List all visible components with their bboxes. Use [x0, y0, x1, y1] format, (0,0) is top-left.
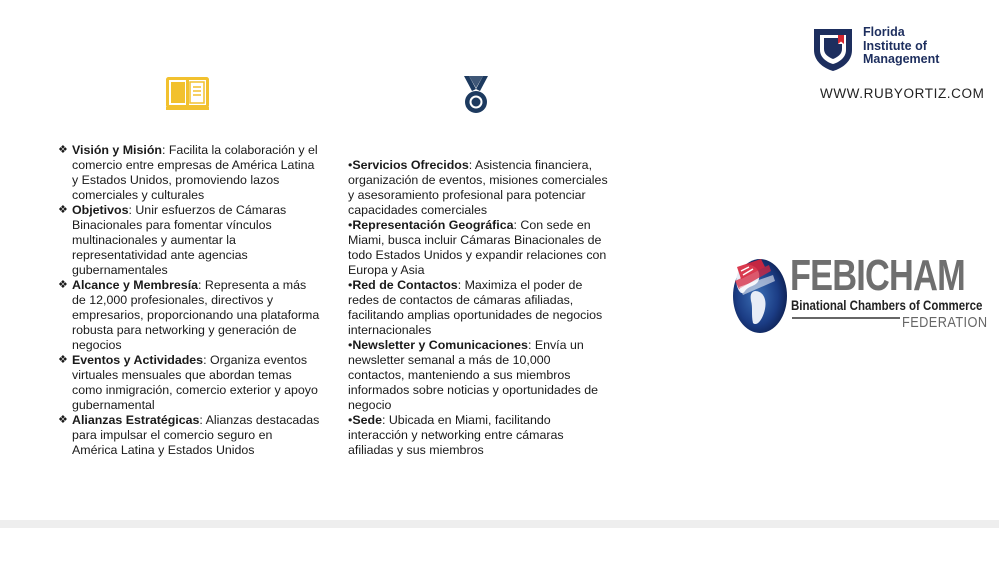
mid-list-item	[348, 158, 610, 218]
mid-list-term: Newsletter y Comunicaciones	[352, 338, 528, 352]
febicham-title: FEBICHAM	[790, 251, 965, 300]
fim-shield-logo	[812, 26, 854, 72]
left-list-bullet: ❖	[58, 204, 68, 216]
mid-list-term: Sede	[352, 413, 382, 427]
fim-line1: Florida	[863, 25, 905, 39]
febicham-logo	[731, 251, 988, 335]
fim-logo	[812, 26, 972, 74]
mid-list-term: Servicios Ofrecidos	[352, 158, 469, 172]
left-list-description: : Unir esfuerzos de Cámaras Binacionales para fomentar vínculos multinacionales y aumentar la representatividad ante agencias gubernamentales	[72, 203, 287, 277]
left-list-term: Alcance y Membresía	[72, 278, 199, 292]
fim-line2: Institute of	[863, 38, 927, 53]
mid-list-item	[348, 278, 610, 338]
mid-list-description: : Envía un newsletter semanal a más de 10,000 contactos, manteniendo a sus miembros informados sobre noticias y oportunidades de negocio	[348, 338, 599, 412]
mid-list-item	[348, 413, 610, 458]
left-list-term: Alianzas Estratégicas	[72, 413, 200, 427]
left-list-description: : Facilita la colaboración y el comercio entre empresas de América Latina y Estados Unidos, promoviendo lazos comerciales y culturales	[72, 143, 318, 202]
website-url: WWW.RUBYORTIZ.COM	[820, 86, 985, 101]
febicham-divider	[792, 317, 900, 319]
mid-list-description: : Asistencia financiera, organización de eventos, misiones comerciales y asesoramiento profesional para potenciar capacidades comerciales	[348, 158, 608, 217]
mid-list-bullet: •	[348, 413, 353, 427]
globe-logo	[731, 257, 789, 335]
left-list-item	[58, 353, 320, 413]
left-list-term: Objetivos	[72, 203, 129, 217]
left-list-item	[58, 278, 320, 353]
left-list-bullet: ❖	[58, 414, 68, 426]
left-list-term: Eventos y Actividades	[72, 353, 204, 367]
mid-list-bullet: •	[348, 218, 353, 232]
left-list-item	[58, 203, 320, 278]
book-icon	[166, 77, 209, 110]
left-list-item	[58, 143, 320, 203]
mid-list-description: : Con sede en Miami, busca incluir Cámaras Binacionales de todo Estados Unidos y expandir relaciones con Europa y Asia	[348, 218, 607, 277]
left-list-description: : Representa a más de 12,000 profesionales, directivos y empresarios, proporcionando una plataforma robusta para networking y generación de negocios	[72, 278, 320, 352]
left-list-description: : Organiza eventos virtuales mensuales que abordan temas como inmigración, comercio exterior y apoyo gubernamental	[72, 353, 318, 412]
page-bottom-area	[0, 528, 999, 561]
mid-list-description: : Maximiza el poder de redes de contactos de cámaras afiliadas, facilitando amplias oportunidades de negocios internacionales	[348, 278, 603, 337]
mid-list-description: : Ubicada en Miami, facilitando interacción y networking entre cámaras afiliadas y sus miembros	[348, 413, 564, 457]
left-list-bullet: ❖	[58, 144, 68, 156]
medal-icon	[461, 76, 491, 114]
mid-list-bullet: •	[348, 158, 353, 172]
middle-column	[348, 158, 610, 458]
febicham-federation: FEDERATION	[902, 314, 988, 331]
mid-list-bullet: •	[348, 278, 353, 292]
fim-line3: Management	[863, 52, 940, 66]
mid-list-bullet: •	[348, 338, 353, 352]
left-list-description: : Alianzas destacadas para impulsar el comercio seguro en América Latina y Estados Unidos	[72, 413, 320, 457]
mid-list-item	[348, 218, 610, 278]
febicham-subtitle: Binational Chambers of Commerce	[791, 297, 983, 313]
mid-list-item	[348, 338, 610, 413]
mid-list-term: Red de Contactos	[352, 278, 458, 292]
footer-band	[0, 520, 999, 528]
left-column	[58, 143, 320, 458]
left-list-term: Visión y Misión	[72, 143, 162, 157]
fim-wordmark	[863, 26, 939, 67]
left-list-item	[58, 413, 320, 458]
left-list-bullet: ❖	[58, 354, 68, 366]
mid-list-term: Representación Geográfica	[352, 218, 514, 232]
left-list-bullet: ❖	[58, 279, 68, 291]
